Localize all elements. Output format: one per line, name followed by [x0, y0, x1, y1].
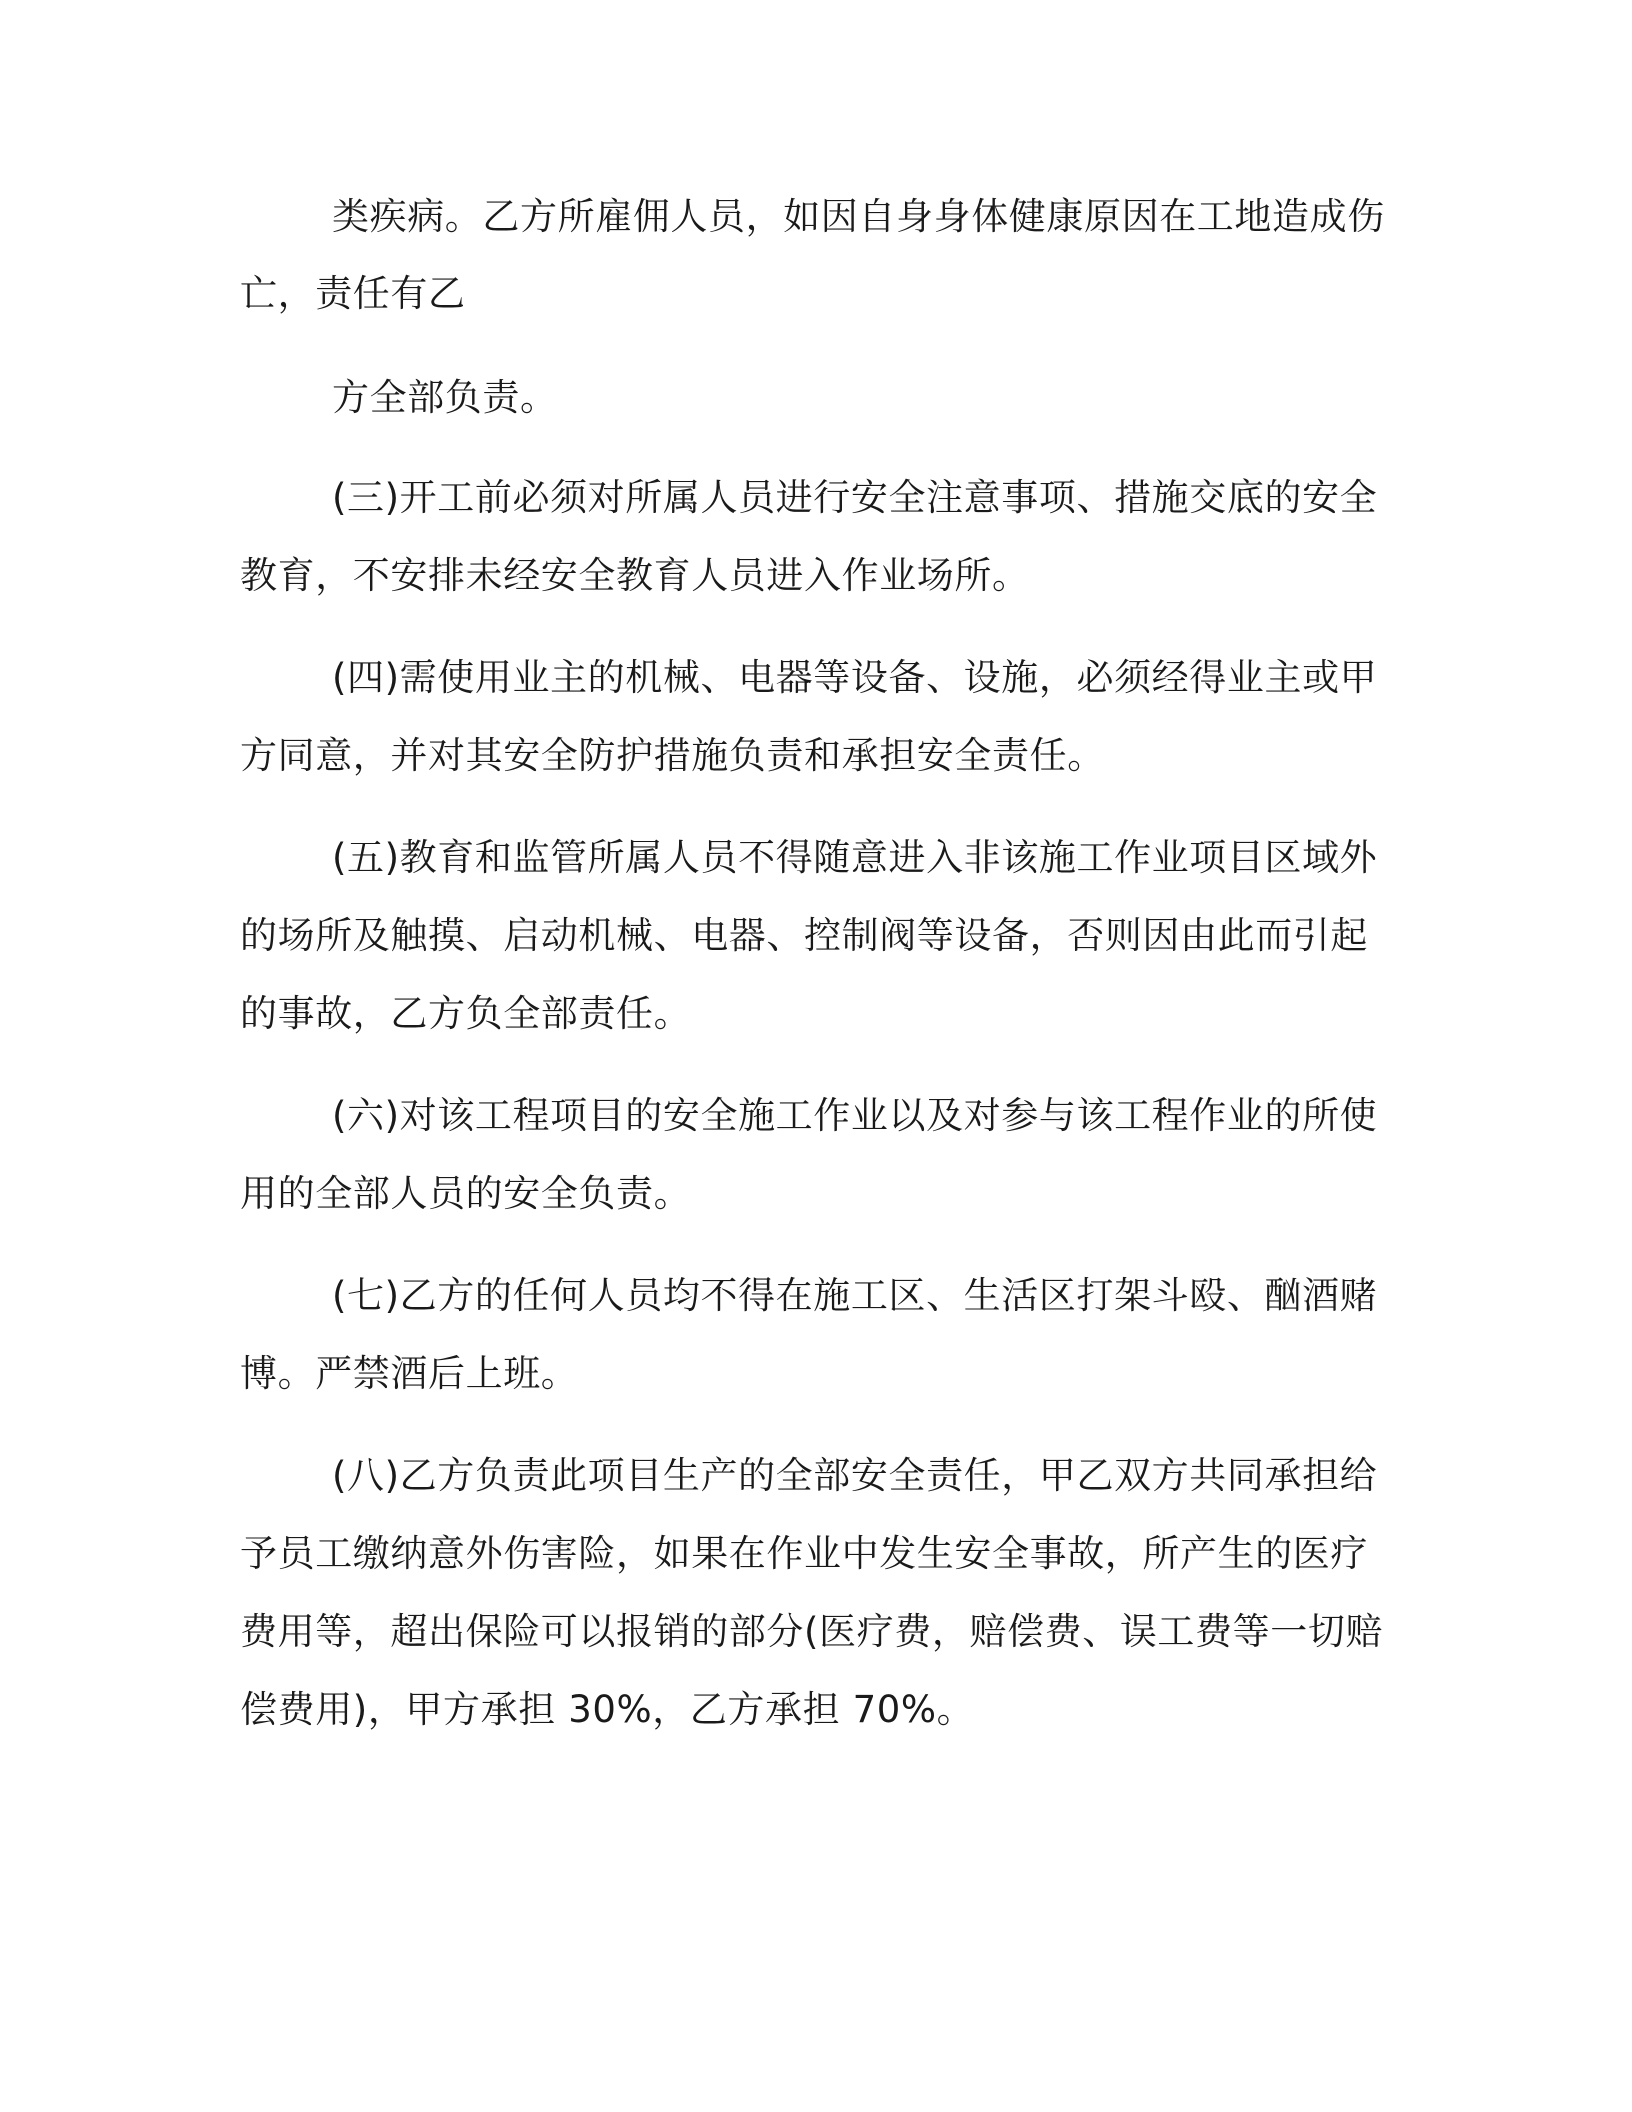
text-line: 用的全部人员的安全负责。 [240, 1172, 692, 1215]
text-line: 费用等，超出保险可以报销的部分(医疗费，赔偿费、误工费等一切赔 [240, 1610, 1384, 1653]
text-line: (八)乙方负责此项目生产的全部安全责任，甲乙双方共同承担给 [332, 1454, 1378, 1497]
text-line: (六)对该工程项目的安全施工作业以及对参与该工程作业的所使 [332, 1094, 1378, 1137]
text-line: 亡，责任有乙 [240, 272, 466, 315]
text-line: (七)乙方的任何人员均不得在施工区、生活区打架斗殴、酗酒赌 [332, 1274, 1378, 1317]
text-line: 博。严禁酒后上班。 [240, 1352, 579, 1395]
text-line: 类疾病。乙方所雇佣人员，如因自身身体健康原因在工地造成伤 [332, 195, 1385, 238]
text-line: 予员工缴纳意外伤害险，如果在作业中发生安全事故，所产生的医疗 [240, 1532, 1368, 1575]
text-line: 方全部负责。 [332, 376, 558, 419]
text-line: (四)需使用业主的机械、电器等设备、设施，必须经得业主或甲 [332, 656, 1378, 699]
text-line: 偿费用)，甲方承担 30%，乙方承担 70%。 [240, 1688, 975, 1731]
text-line: (五)教育和监管所属人员不得随意进入非该施工作业项目区域外 [332, 836, 1378, 879]
text-line: 教育，不安排未经安全教育人员进入作业场所。 [240, 554, 1030, 597]
text-line: (三)开工前必须对所属人员进行安全注意事项、措施交底的安全 [332, 476, 1378, 519]
text-line: 方同意，并对其安全防护措施负责和承担安全责任。 [240, 734, 1105, 777]
text-line: 的场所及触摸、启动机械、电器、控制阀等设备，否则因由此而引起 [240, 914, 1368, 957]
text-line: 的事故，乙方负全部责任。 [240, 992, 692, 1035]
